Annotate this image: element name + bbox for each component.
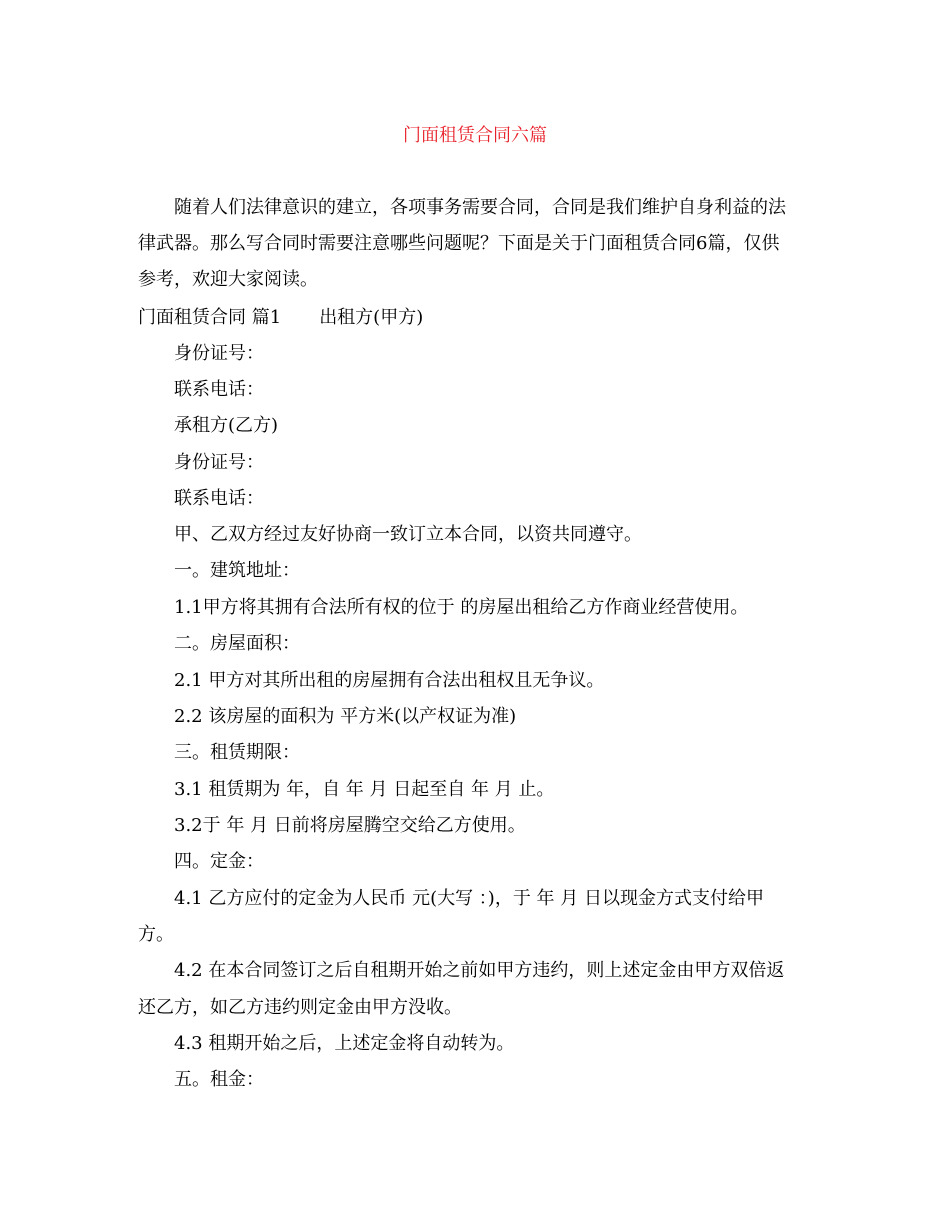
section-3-heading: 三。租赁期限：	[174, 742, 300, 763]
lessor-phone-line: 联系电话：	[174, 379, 264, 400]
section-heading-row	[138, 306, 818, 330]
section-4-heading: 四。定金：	[174, 851, 264, 872]
clause-3-2: 3.2于 年 月 日前将房屋腾空交给乙方使用。	[174, 815, 526, 836]
clause-2-2: 2.2 该房屋的面积为 平方米(以产权证为准)	[174, 706, 517, 727]
clause-4-3: 4.3 租期开始之后，上述定金将自动转为。	[174, 1033, 515, 1054]
section-2-heading: 二。房屋面积：	[174, 633, 300, 654]
intro-line-1: 随着人们法律意识的建立，各项事务需要合同，合同是我们维护自身利益的法	[174, 197, 786, 218]
lessee-label-line: 承租方(乙方)	[174, 415, 279, 436]
section-5-heading: 五。租金：	[174, 1069, 264, 1090]
clause-4-1-line-1: 4.1 乙方应付的定金为人民币 元(大写 ：)，于 年 月 日以现金方式支付给甲	[174, 888, 764, 909]
intro-line-2: 律武器。那么写合同时需要注意哪些问题呢？下面是关于门面租赁合同6篇，仅供	[138, 233, 780, 254]
clause-4-1-line-2: 方。	[138, 924, 174, 945]
clause-2-1: 2.1 甲方对其所出租的房屋拥有合法出租权且无争议。	[174, 670, 605, 691]
lessor-id-line: 身份证号：	[174, 343, 264, 364]
section-1-heading: 一。建筑地址：	[174, 560, 300, 581]
clause-4-2-line-2: 还乙方，如乙方违约则定金由甲方没收。	[138, 997, 462, 1018]
clause-3-1: 3.1 租赁期为 年，自 年 月 日起至自 年 月 止。	[174, 779, 555, 800]
document-title: 门面租赁合同六篇	[403, 125, 547, 146]
lessor-label: 出租方(甲方)	[319, 307, 424, 328]
lessee-id-line: 身份证号：	[174, 452, 264, 473]
lessee-phone-line: 联系电话：	[174, 488, 264, 509]
clause-1-1: 1.1甲方将其拥有合法所有权的位于 的房屋出租给乙方作商业经营使用。	[174, 597, 749, 618]
agreement-line: 甲、乙双方经过友好协商一致订立本合同，以资共同遵守。	[174, 524, 642, 545]
section-heading: 门面租赁合同 篇1	[138, 307, 282, 328]
intro-line-3: 参考，欢迎大家阅读。	[138, 269, 318, 290]
clause-4-2-line-1: 4.2 在本合同签订之后自租期开始之前如甲方违约，则上述定金由甲方双倍返	[174, 960, 785, 981]
